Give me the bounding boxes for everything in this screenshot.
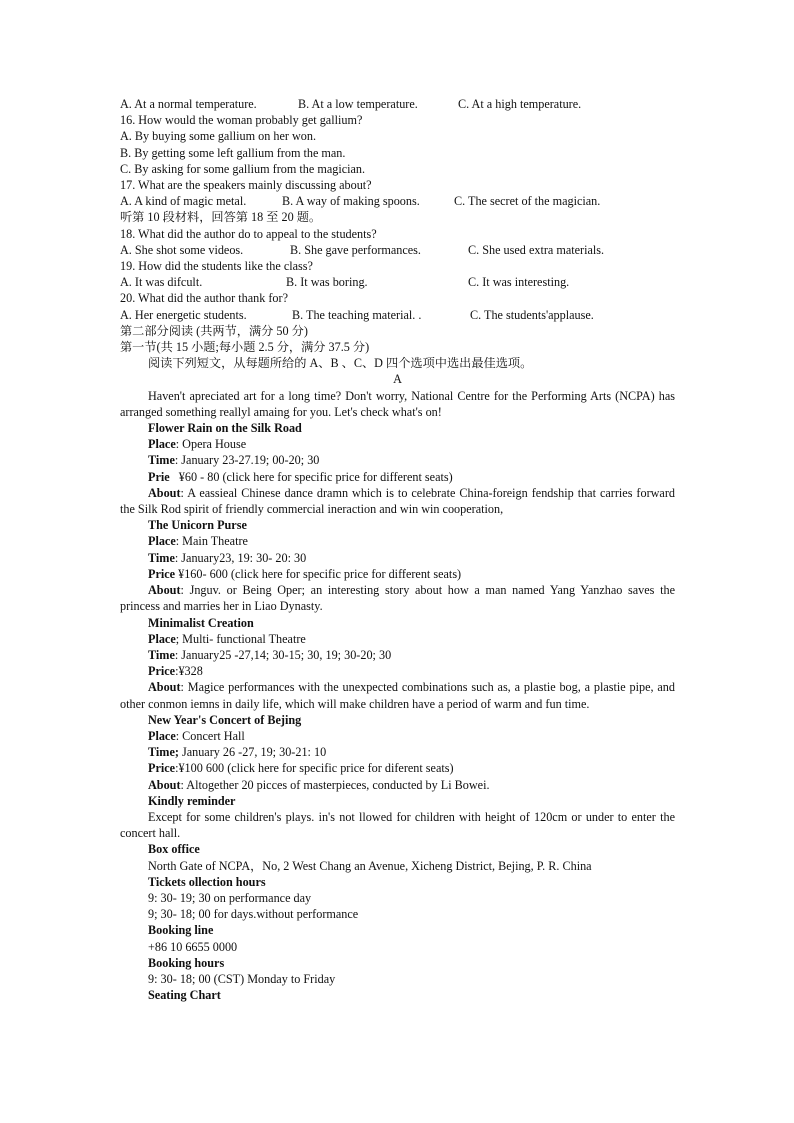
q19-stem: 19. How did the students like the class? bbox=[120, 259, 313, 274]
q16-option-b: B. By getting some left gallium from the man. bbox=[120, 145, 346, 160]
q15-options bbox=[120, 96, 675, 112]
event-2 bbox=[120, 517, 675, 614]
event-price: Prie ¥60 - 80 (click here for specific price for different seats) bbox=[148, 469, 453, 484]
passage-letter: A bbox=[393, 372, 402, 387]
booking-hours-title: Booking hours bbox=[148, 955, 225, 970]
q20-stem: 20. What did the author thank for? bbox=[120, 291, 288, 306]
event-price: Price:¥100 600 (click here for specific price for diferent seats) bbox=[148, 761, 454, 776]
event-time: Time: January23, 19: 30- 20: 30 bbox=[148, 550, 307, 565]
exam-page bbox=[120, 96, 675, 1003]
section1-title: 第一节(共 15 小题;每小题 2.5 分，满分 37.5 分) bbox=[120, 340, 370, 355]
event-3 bbox=[120, 615, 675, 712]
q18-option-a: A. She shot some videos. bbox=[120, 242, 244, 257]
event-1 bbox=[120, 420, 675, 517]
event-price: Price:¥328 bbox=[148, 664, 203, 679]
event-price: Price ¥160- 600 (click here for specific price for different seats) bbox=[148, 566, 462, 581]
reading-instruction: 阅读下列短文，从每题所给的 A、B 、C、D 四个选项中选出最佳选项。 bbox=[148, 356, 533, 371]
passage-intro: Haven't apreciated art for a long time? Don't worry, National Centre for the Performing Arts (NCPA) has arranged something reallyl amaing for you. Let's check what's on! bbox=[120, 388, 675, 419]
q19-options bbox=[120, 274, 675, 290]
event-about: About: Altogether 20 picces of masterpieces, conducted by Li Bowei. bbox=[148, 777, 490, 792]
q18-options bbox=[120, 242, 675, 258]
section10-instruction: 听第 10 段材料，回答第 18 至 20 题。 bbox=[120, 210, 322, 225]
event-title: The Unicorn Purse bbox=[148, 518, 247, 533]
q17-option-c: C. The secret of the magician. bbox=[454, 194, 601, 209]
box-office-text: North Gate of NCPA，No, 2 West Chang an Avenue, Xicheng District, Bejing, P. R. China bbox=[148, 858, 592, 873]
event-place: Place: Opera House bbox=[148, 437, 247, 452]
q18-option-c: C. She used extra materials. bbox=[468, 242, 605, 257]
booking-line-text: +86 10 6655 0000 bbox=[148, 939, 238, 954]
tickets-line-1: 9: 30- 19; 30 on performance day bbox=[148, 890, 312, 905]
event-time: Time: January25 -27,14; 30-15; 30, 19; 30-20; 30 bbox=[148, 647, 392, 662]
tickets-title: Tickets ollection hours bbox=[148, 874, 266, 889]
q20-option-a: A. Her energetic students. bbox=[120, 307, 247, 322]
q20-options bbox=[120, 307, 675, 323]
q16-option-c: C. By asking for some gallium from the magician. bbox=[120, 161, 366, 176]
q17-option-b: B. A way of making spoons. bbox=[282, 194, 420, 209]
seating-chart-title: Seating Chart bbox=[148, 988, 221, 1003]
event-4 bbox=[120, 712, 675, 793]
q18-option-b: B. She gave performances. bbox=[290, 242, 421, 257]
q18-stem: 18. What did the author do to appeal to the students? bbox=[120, 226, 377, 241]
event-place: Place: Concert Hall bbox=[148, 728, 245, 743]
box-office-title: Box office bbox=[148, 842, 200, 857]
q20-option-b: B. The teaching material. . bbox=[292, 307, 422, 322]
event-about: About: Magice performances with the unexpected combinations such as, a plastie bog, a plastie pipe, and other conmon iemns in daily life, which will make children have a period of warm and fun time. bbox=[120, 680, 675, 711]
q19-option-a: A. It was difcult. bbox=[120, 275, 203, 290]
reminder-text: Except for some children's plays. in's not llowed for children with height of 120cm or under to enter the concert hall. bbox=[120, 809, 675, 841]
reminder-title: Kindly reminder bbox=[148, 793, 236, 808]
event-title: Minimalist Creation bbox=[148, 615, 254, 630]
event-place: Place: Main Theatre bbox=[148, 534, 248, 549]
event-about: About: Jnguv. or Being Oper; an interesting story about how a man named Yang Yanzhao saves the princess and marries her in Liao Dynasty. bbox=[120, 583, 675, 614]
part2-title: 第二部分阅读 (共两节，满分 50 分) bbox=[120, 323, 308, 338]
q16-option-a: A. By buying some gallium on her won. bbox=[120, 129, 316, 144]
booking-line-title: Booking line bbox=[148, 923, 214, 938]
booking-hours-text: 9: 30- 18; 00 (CST) Monday to Friday bbox=[148, 971, 336, 986]
q19-option-c: C. It was interesting. bbox=[468, 275, 570, 290]
q15-option-c: C. At a high temperature. bbox=[458, 97, 582, 111]
event-time: Time; January 26 -27, 19; 30-21: 10 bbox=[148, 745, 327, 760]
q17-options bbox=[120, 193, 675, 209]
q15-option-b: B. At a low temperature. bbox=[298, 97, 418, 111]
q15-option-a: A. At a normal temperature. bbox=[120, 97, 257, 111]
q16-stem: 16. How would the woman probably get gallium? bbox=[120, 113, 363, 128]
q20-option-c: C. The students'applause. bbox=[470, 307, 594, 322]
event-title: Flower Rain on the Silk Road bbox=[148, 421, 302, 436]
tickets-line-2: 9; 30- 18; 00 for days.without performance bbox=[148, 907, 359, 922]
q17-stem: 17. What are the speakers mainly discussing about? bbox=[120, 178, 372, 193]
event-place: Place; Multi- functional Theatre bbox=[148, 631, 306, 646]
q19-option-b: B. It was boring. bbox=[286, 275, 368, 290]
q17-option-a: A. A kind of magic metal. bbox=[120, 194, 247, 209]
event-title: New Year's Concert of Bejing bbox=[148, 712, 302, 727]
event-about: About: A eassieal Chinese dance dramn which is to celebrate China-foreign fendship that carries forward the Silk Rod spirit of friendly commercial ineraction and win win cooperation, bbox=[120, 485, 675, 517]
event-time: Time: January 23-27.19; 00-20; 30 bbox=[148, 453, 320, 468]
